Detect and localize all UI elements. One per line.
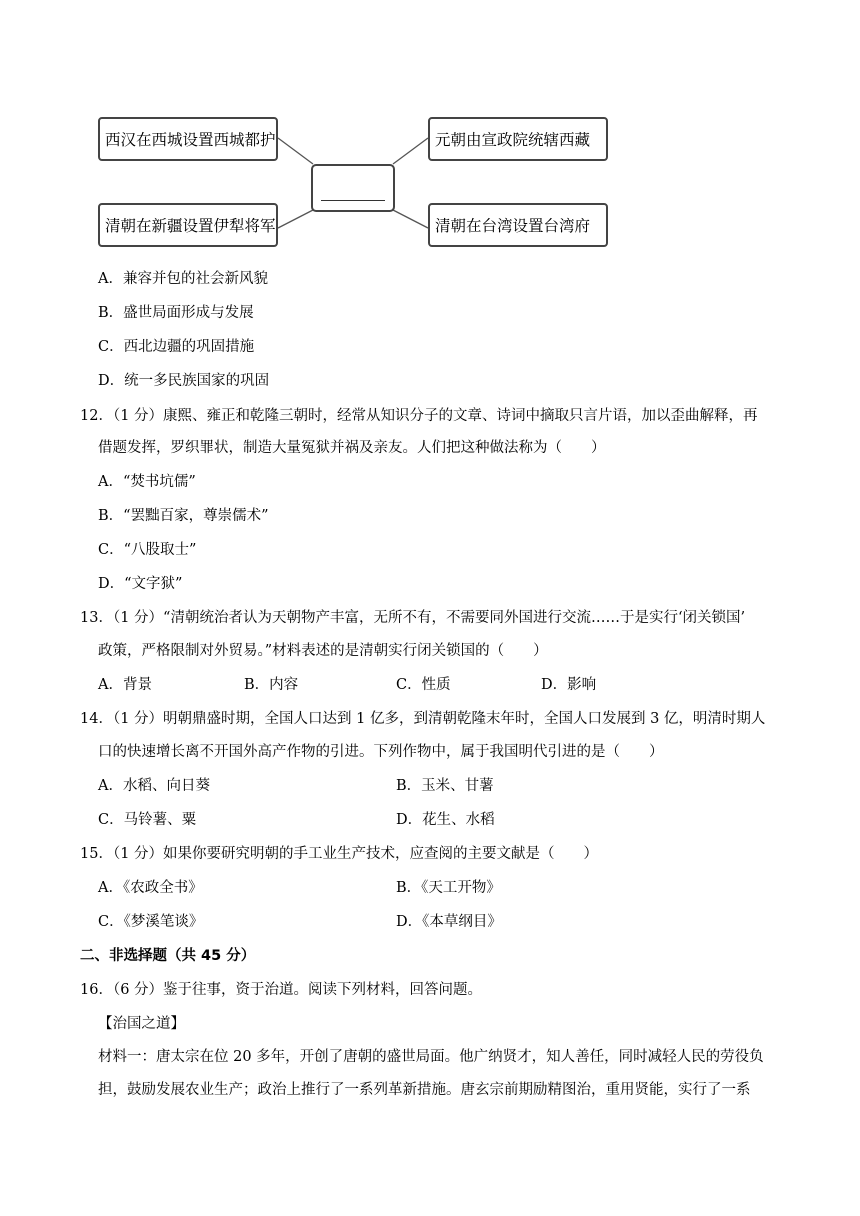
q11-option-a: A．兼容并包的社会新风貌 [98,271,268,287]
q16-material1-line1: 材料一：唐太宗在位 20 多年，开创了唐朝的盛世局面。他广纳贤才，知人善任，同时减轻人民的劳役负 [98,1049,764,1065]
q11-option-d: D．统一多民族国家的巩固 [98,373,270,389]
diagram-box-qing-xinjiang: 清朝在新疆设置伊犁将军 [98,203,278,247]
q14-option-b: B．玉米、甘薯 [396,778,494,794]
q15-option-c: C．《梦溪笔谈》 [98,914,204,930]
q12-option-d: D．“文字狱” [98,576,183,592]
q12-option-b: B．“罢黜百家，尊崇儒术” [98,508,269,524]
diagram-box-yuan-tibet: 元朝由宣政院统辖西藏 [428,117,608,161]
diagram-box-western-han: 西汉在西城设置西城都护 [98,117,278,161]
q13-option-c: C．性质 [396,677,451,693]
q16-subtitle: 【治国之道】 [98,1016,185,1032]
q11-option-b: B．盛世局面形成与发展 [98,305,254,321]
q13-option-a: A．背景 [98,677,152,693]
q15-option-b: B．《天工开物》 [396,880,501,896]
q15-stem: 15．（1 分）如果你要研究明朝的手工业生产技术，应查阅的主要文献是（ ） [80,846,599,862]
answer-blank [321,200,385,201]
q11-option-c: C．西北边疆的巩固措施 [98,339,255,355]
diagram-center-blank-box [311,164,395,212]
q14-stem-line2: 口的快速增长离不开国外高产作物的引进。下列作物中，属于我国明代引进的是（ ） [98,744,664,760]
q14-option-d: D．花生、水稻 [396,812,495,828]
q14-stem-line1: 14．（1 分）明朝鼎盛时期，全国人口达到 1 亿多，到清朝乾隆末年时，全国人口发展到 3 亿，明清时期人 [80,711,766,727]
q12-stem-line1: 12．（1 分）康熙、雍正和乾隆三朝时，经常从知识分子的文章、诗词中摘取只言片语，加以歪曲解释，再 [80,408,758,424]
q12-stem-line2: 借题发挥，罗织罪状，制造大量冤狱并祸及亲友。人们把这种做法称为（ ） [98,440,606,456]
section-heading: 二、非选择题（共 45 分） [80,948,256,964]
concept-diagram [95,108,615,258]
q15-option-a: A．《农政全书》 [98,880,203,896]
q12-option-c: C．“八股取士” [98,542,197,558]
diagram-box-qing-taiwan: 清朝在台湾设置台湾府 [428,203,608,247]
q16-stem: 16．（6 分）鉴于往事，资于治道。阅读下列材料，回答问题。 [80,982,483,998]
q13-option-d: D．影响 [541,677,597,693]
q15-option-d: D．《本草纲目》 [396,914,502,930]
q13-stem-line1: 13．（1 分）“清朝统治者认为天朝物产丰富，无所不有，不需要同外国进行交流……于是实行‘闭关锁国’ [80,610,746,626]
q12-option-a: A．“焚书坑儒” [98,474,196,490]
q13-stem-line2: 政策，严格限制对外贸易。”材料表述的是清朝实行闭关锁国的（ ） [98,643,548,659]
q14-option-a: A．水稻、向日葵 [98,778,210,794]
q16-material1-line2: 担，鼓励发展农业生产；政治上推行了一系列革新措施。唐玄宗前期励精图治，重用贤能，实行了一系 [98,1082,751,1098]
q13-option-b: B．内容 [244,677,299,693]
q14-option-c: C．马铃薯、粟 [98,812,197,828]
